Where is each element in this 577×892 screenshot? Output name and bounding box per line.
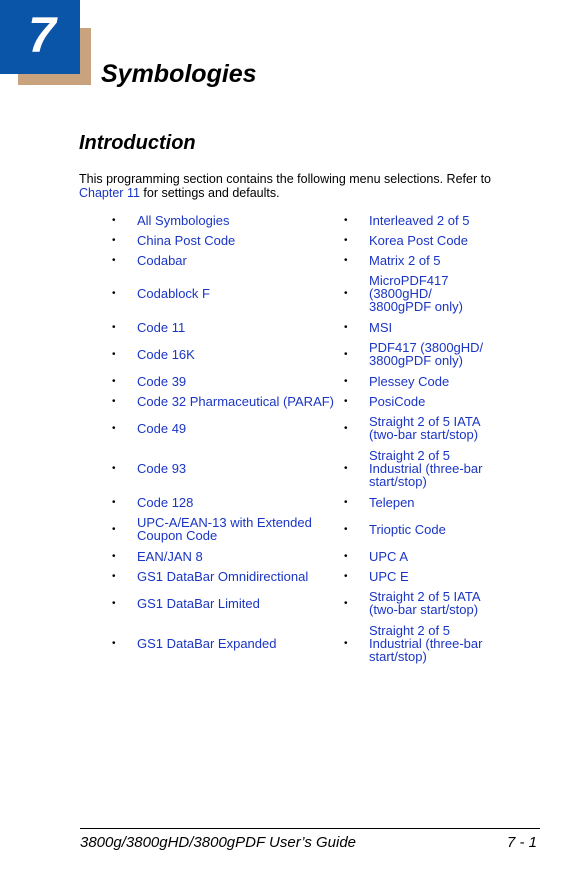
menu-item-link[interactable]: Code 32 Pharmaceutical (PARAF) — [137, 393, 335, 409]
menu-item-link[interactable]: Straight 2 of 5 Industrial (three-bar start/stop) — [369, 623, 483, 664]
chapter-11-link[interactable]: Chapter 11 — [79, 186, 140, 200]
bullet-icon: • — [112, 395, 116, 407]
menu-row — [112, 492, 489, 512]
menu-item-link[interactable]: Code 128 — [137, 494, 194, 510]
menu-item-link[interactable]: Code 49 — [137, 420, 187, 436]
menu-item-link[interactable]: GS1 DataBar Limited — [137, 595, 260, 611]
section-title: Introduction — [79, 132, 196, 154]
menu-item-link[interactable]: PosiCode — [369, 393, 426, 409]
intro-paragraph — [79, 172, 529, 200]
bullet-icon: • — [344, 214, 348, 226]
menu-item-link[interactable]: PDF417 (3800gHD/ 3800gPDF only) — [369, 340, 484, 368]
bullet-icon: • — [344, 463, 348, 474]
menu-row — [112, 270, 489, 317]
menu-item-link[interactable]: UPC A — [369, 548, 409, 564]
menu-item-link[interactable]: Code 11 — [137, 319, 186, 335]
footer-rule — [80, 828, 540, 829]
bullet-icon: • — [344, 523, 348, 535]
bullet-icon: • — [344, 321, 348, 333]
menu-item-link[interactable]: Telepen — [369, 494, 415, 510]
menu-item-link[interactable]: Interleaved 2 of 5 — [369, 212, 470, 228]
menu-row — [112, 371, 489, 391]
bullet-icon: • — [344, 395, 348, 407]
menu-row — [112, 566, 489, 586]
bullet-icon: • — [112, 496, 116, 508]
bullet-icon: • — [112, 550, 116, 562]
bullet-icon: • — [344, 254, 348, 266]
page-number: 7 - 1 — [506, 834, 537, 851]
menu-item-link[interactable]: Trioptic Code — [369, 521, 446, 537]
chapter-tab — [0, 0, 80, 74]
bullet-icon: • — [112, 638, 116, 649]
menu-row — [112, 337, 489, 371]
bullet-icon: • — [112, 234, 116, 246]
menu-item-link[interactable]: Straight 2 of 5 Industrial (three-bar start/stop) — [369, 448, 483, 489]
menu-row — [112, 620, 489, 667]
bullet-icon: • — [112, 254, 116, 266]
menu-item-link[interactable]: Korea Post Code — [369, 232, 469, 248]
menu-item-link[interactable]: China Post Code — [137, 232, 236, 248]
menu-item-link[interactable]: Code 39 — [137, 373, 187, 389]
bullet-icon: • — [112, 348, 116, 360]
intro-text-before: This programming section contains the following menu selections. Refer to — [79, 172, 492, 186]
menu-item-link[interactable]: EAN/JAN 8 — [137, 548, 203, 564]
bullet-icon: • — [344, 496, 348, 508]
bullet-icon: • — [344, 638, 348, 649]
menu-row — [112, 512, 489, 546]
bullet-icon: • — [112, 321, 116, 333]
bullet-icon: • — [344, 375, 348, 387]
menu-item-link[interactable]: MSI — [369, 319, 393, 335]
menu-item-link[interactable]: Codablock F — [137, 286, 210, 301]
bullet-icon: • — [344, 288, 348, 299]
bullet-icon: • — [344, 597, 348, 609]
bullet-icon: • — [112, 463, 116, 474]
menu-item-link[interactable]: GS1 DataBar Omnidirectional — [137, 568, 309, 584]
menu-item-link[interactable]: GS1 DataBar Expanded — [137, 636, 277, 651]
menu-item-link[interactable]: Codabar — [137, 252, 187, 268]
bullet-icon: • — [112, 375, 116, 387]
bullet-icon: • — [112, 570, 116, 582]
menu-row — [112, 391, 489, 411]
chapter-title: Symbologies — [101, 60, 257, 88]
menu-item-link[interactable]: Matrix 2 of 5 — [369, 252, 441, 268]
menu-row — [112, 250, 489, 270]
menu-row — [112, 230, 489, 250]
bullet-icon: • — [112, 214, 116, 226]
menu-row — [112, 411, 489, 445]
menu-item-link[interactable]: Straight 2 of 5 IATA (two-bar start/stop) — [369, 414, 480, 442]
menu-item-link[interactable]: Code 16K — [137, 346, 195, 362]
bullet-icon: • — [344, 234, 348, 246]
bullet-icon: • — [112, 288, 116, 299]
menu-item-link[interactable]: UPC-A/EAN-13 with Extended Coupon Code — [137, 515, 312, 543]
menu-item-link[interactable]: UPC E — [369, 568, 409, 584]
intro-text-after: for settings and defaults. — [139, 186, 280, 200]
menu-item-link[interactable]: Straight 2 of 5 IATA (two-bar start/stop) — [369, 589, 480, 617]
bullet-icon: • — [344, 422, 348, 434]
menu-row — [112, 546, 489, 566]
menu-item-link[interactable]: MicroPDF417 (3800gHD/ 3800gPDF only) — [369, 273, 463, 314]
menu-item-link[interactable]: All Symbologies — [137, 212, 230, 228]
chapter-number: 7 — [28, 7, 56, 63]
menu-row — [112, 586, 489, 620]
menu-row — [112, 445, 489, 492]
menu-item-link[interactable]: Code 93 — [137, 461, 187, 476]
menu-row — [112, 317, 489, 337]
menu-selection-table — [112, 210, 489, 667]
bullet-icon: • — [344, 550, 348, 562]
bullet-icon: • — [112, 523, 116, 535]
bullet-icon: • — [344, 570, 348, 582]
menu-row — [112, 210, 489, 230]
bullet-icon: • — [112, 422, 116, 434]
footer-title: 3800g/3800gHD/3800gPDF User’s Guide — [80, 834, 357, 851]
bullet-icon: • — [112, 597, 116, 609]
menu-item-link[interactable]: Plessey Code — [369, 373, 450, 389]
bullet-icon: • — [344, 348, 348, 360]
